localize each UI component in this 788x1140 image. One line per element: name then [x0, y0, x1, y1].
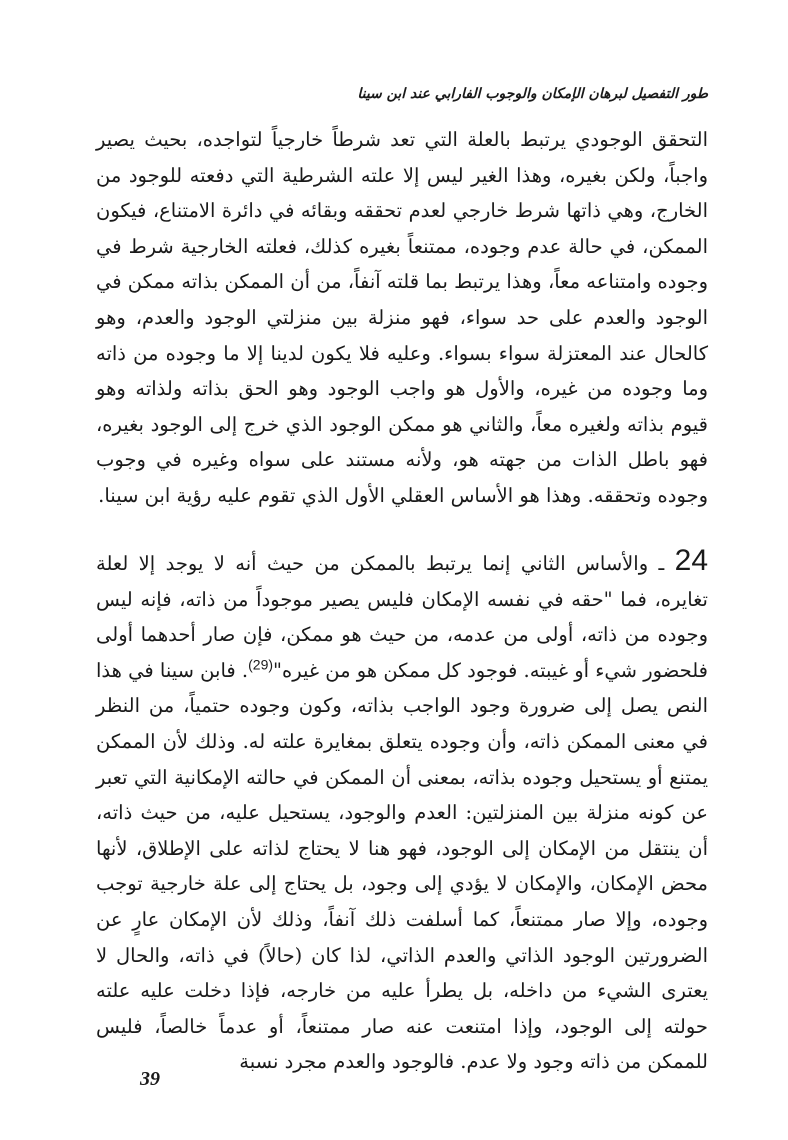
paragraph-1: التحقق الوجودي يرتبط بالعلة التي تعد شرطاً خارجياً لتواجده، بحيث يصير واجباً، ولكن بغيره، وهذا الغير ليس إلا علته الشرطية التي دفعته للوجود من الخارج، وهي ذاتها شرط خارجي لعدم تحققه وبقائه في دائرة الامتناع، فيكون الممكن، في حالة عدم وجوده، ممتنعاً بغيره كذلك، فعلته الخارجية شرط في وجوده وامتناعه معاً، وهذا يرتبط بما قلته آنفاً، من أن الممكن بذاته ممكن في الوجود والعدم على حد سواء، فهو منزلة بين منزلتي الوجود والعدم، وهو كالحال عند المعتزلة سواء بسواء. وعليه فلا يكون لدينا إلا ما وجوده من ذاته وما وجوده من غيره، والأول هو واجب الوجود وهو الحق بذاته ولذاته وهو قيوم بذاته ولغيره معاً، والثاني هو ممكن الوجود الذي خرج إلى الوجود بغيره، فهو باطل الذات من جهته هو، ولأنه مستند على سواه وغيره في وجوب وجوده وتحققه. وهذا هو الأساس العقلي الأول الذي تقوم عليه رؤية ابن سينا.	[96, 128, 708, 507]
paragraph-2	[96, 546, 708, 1080]
footnote-reference: (29)	[248, 656, 274, 673]
paragraph-number: 24	[674, 544, 709, 577]
paragraph-2-text-before-ref: ـ والأساس الثاني إنما يرتبط بالممكن من حيث أنه لا يوجد إلا لعلة تغايره، فما "حقه في نفسه الإمكان فليس يصير موجوداً من ذاته، فإنه ليس وجوده من ذاته، أولى من عدمه، من حيث هو ممكن، فإن صار أحدهما أولى فلحضور شيء أو غيبته. فوجود كل ممكن هو من غيره"	[96, 552, 708, 682]
paragraph-2-text-after-ref: . فابن سينا في هذا النص يصل إلى ضرورة وجود الواجب بذاته، وكون وجوده حتمياً، من النظر في معنى الممكن ذاته، وأن وجوده يتعلق بمغايرة علته له. وذلك لأن الممكن يمتنع أو يستحيل وجوده بذاته، بمعنى أن الممكن في حالته الإمكانية التي تعبر عن كونه منزلة بين المنزلتين: العدم والوجود، يستحيل عليه، من حيث ذاته، أن ينتقل من الإمكان إلى الوجود، فهو هنا لا يحتاج لذاته على الإطلاق، لأنها محض الإمكان، والإمكان لا يؤدي إلى وجود، بل يحتاج إلى علة خارجية توجب وجوده، وإلا صار ممتنعاً، كما أسلفت ذلك آنفاً، وذلك لأن الإمكان عارٍ عن الضرورتين الوجود الذاتي والعدم الذاتي، لذا كان (حالاً) في ذاته، والحال لا يعترى الشيء من داخله، بل يطرأ عليه من خارجه، فإذا دخلت عليه علته حولته إلى الوجود، وإذا امتنعت عنه صار ممتنعاً، أو عدماً خالصاً، فليس للممكن من ذاته وجود ولا عدم. فالوجود والعدم مجرد نسبة	[96, 658, 708, 1074]
running-header: طور التفصيل لبرهان الإمكان والوجوب الفارابي عند ابن سينا	[357, 86, 708, 102]
page-number: 39	[140, 1068, 160, 1090]
